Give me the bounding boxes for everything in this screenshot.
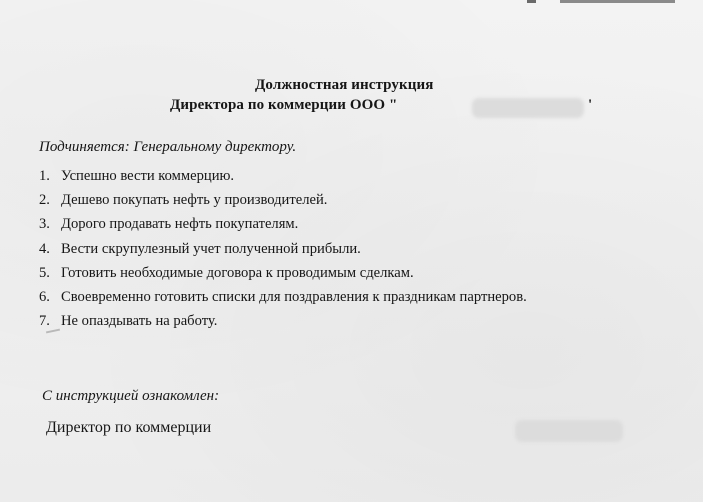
duty-item	[39, 212, 527, 236]
duty-number: 3.	[39, 216, 50, 233]
duty-number: 4.	[39, 240, 50, 257]
subtitle-closing-quote: '	[588, 97, 593, 113]
duty-item	[39, 285, 527, 309]
duty-number: 6.	[39, 288, 50, 305]
duty-number: 1.	[39, 168, 50, 184]
duty-number: 2.	[39, 192, 50, 209]
duty-text: Готовить необходимые договора к проводимым сделкам.	[61, 264, 414, 281]
duty-text: Не опаздывать на работу.	[61, 313, 218, 330]
redacted-signature	[515, 420, 623, 442]
duty-number: 7.	[39, 313, 50, 330]
duty-item	[39, 237, 527, 261]
subordination-line: Подчиняется: Генеральному директору.	[39, 139, 297, 155]
document-title: Должностная инструкция	[255, 77, 434, 93]
duty-item	[39, 309, 527, 333]
signer-position: Директор по коммерции	[46, 419, 212, 436]
duty-text: Дешево покупать нефть у производителей.	[61, 192, 328, 209]
duty-item	[39, 261, 527, 285]
duty-text: Вести скрупулезный учет полученной прибыли.	[61, 240, 361, 257]
duty-item	[39, 164, 527, 188]
duty-item	[39, 188, 527, 212]
acknowledgement-label: С инструкцией ознакомлен:	[42, 388, 220, 404]
scan-edge-mark	[560, 0, 675, 3]
duty-text: Своевременно готовить списки для поздравления к праздникам партнеров.	[61, 288, 527, 305]
duties-list	[39, 164, 527, 333]
duty-text: Успешно вести коммерцию.	[61, 168, 235, 184]
document-subtitle: Директора по коммерции ООО "	[170, 97, 398, 113]
redacted-company-name	[472, 98, 584, 118]
duty-number: 5.	[39, 264, 50, 281]
scan-edge-mark	[527, 0, 536, 3]
duty-text: Дорого продавать нефть покупателям.	[61, 216, 299, 233]
